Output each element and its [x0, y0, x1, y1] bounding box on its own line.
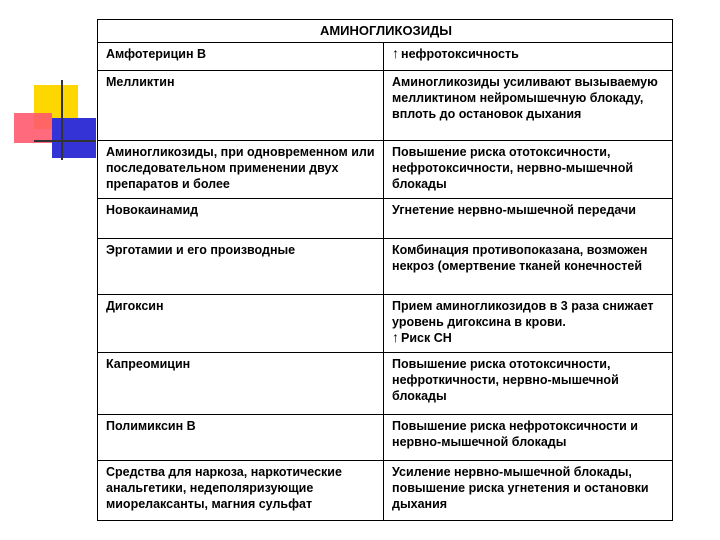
decor-red-square — [14, 113, 52, 143]
drug-cell: Полимиксин В — [98, 415, 384, 461]
effect-cell: Усиление нервно-мышечной блокады, повышение риска угнетения и остановки дыхания — [384, 461, 673, 521]
table-row — [98, 199, 673, 239]
table-row — [98, 461, 673, 521]
effect-text: нефротоксичность — [401, 47, 519, 61]
table-row — [98, 415, 673, 461]
drug-cell: Эрготамии и его производные — [98, 239, 384, 295]
table-row — [98, 239, 673, 295]
drug-cell: Средства для наркоза, наркотические анальгетики, недеполяризующие миорелаксанты, магния сульфат — [98, 461, 384, 521]
decor-vertical-line — [61, 80, 63, 160]
drug-cell: Аминогликозиды, при одновременном или последовательном применении двух препаратов и более — [98, 141, 384, 199]
decor-blue-square — [52, 118, 96, 158]
drug-cell: Мелликтин — [98, 71, 384, 141]
effect-cell — [384, 43, 673, 71]
up-arrow-icon: ↑ — [392, 329, 400, 345]
effect-cell — [384, 295, 673, 353]
interaction-table — [97, 19, 673, 521]
table-row — [98, 295, 673, 353]
table-row — [98, 141, 673, 199]
effect-cell: Повышение риска ототоксичности, нефроткичности, нервно-мышечной блокады — [384, 353, 673, 415]
up-arrow-icon: ↑ — [392, 45, 400, 61]
drug-cell: Новокаинамид — [98, 199, 384, 239]
effect-cell: Повышение риска нефротоксичности и нервно-мышечной блокады — [384, 415, 673, 461]
drug-cell: Амфотерицин В — [98, 43, 384, 71]
drug-cell: Капреомицин — [98, 353, 384, 415]
table-row — [98, 71, 673, 141]
table-row — [98, 353, 673, 415]
drug-cell: Дигоксин — [98, 295, 384, 353]
table-title: АМИНОГЛИКОЗИДЫ — [98, 20, 673, 43]
effect-cell: Угнетение нервно-мышечной передачи — [384, 199, 673, 239]
table-header-row — [98, 20, 673, 43]
effect-cell: Аминогликозиды усиливают вызываемую мелликтином нейромышечную блокаду, вплоть до остановок дыхания — [384, 71, 673, 141]
effect-cell: Комбинация противопоказана, возможен некроз (омертвение тканей конечностей — [384, 239, 673, 295]
table-row — [98, 43, 673, 71]
effect-extra-text: Риск СН — [401, 331, 452, 345]
decor-horizontal-line — [34, 140, 96, 142]
effect-text: Прием аминогликозидов в 3 раза снижает уровень дигоксина в крови. — [392, 299, 654, 329]
effect-cell: Повышение риска ототоксичности, нефротоксичности, нервно-мышечной блокады — [384, 141, 673, 199]
